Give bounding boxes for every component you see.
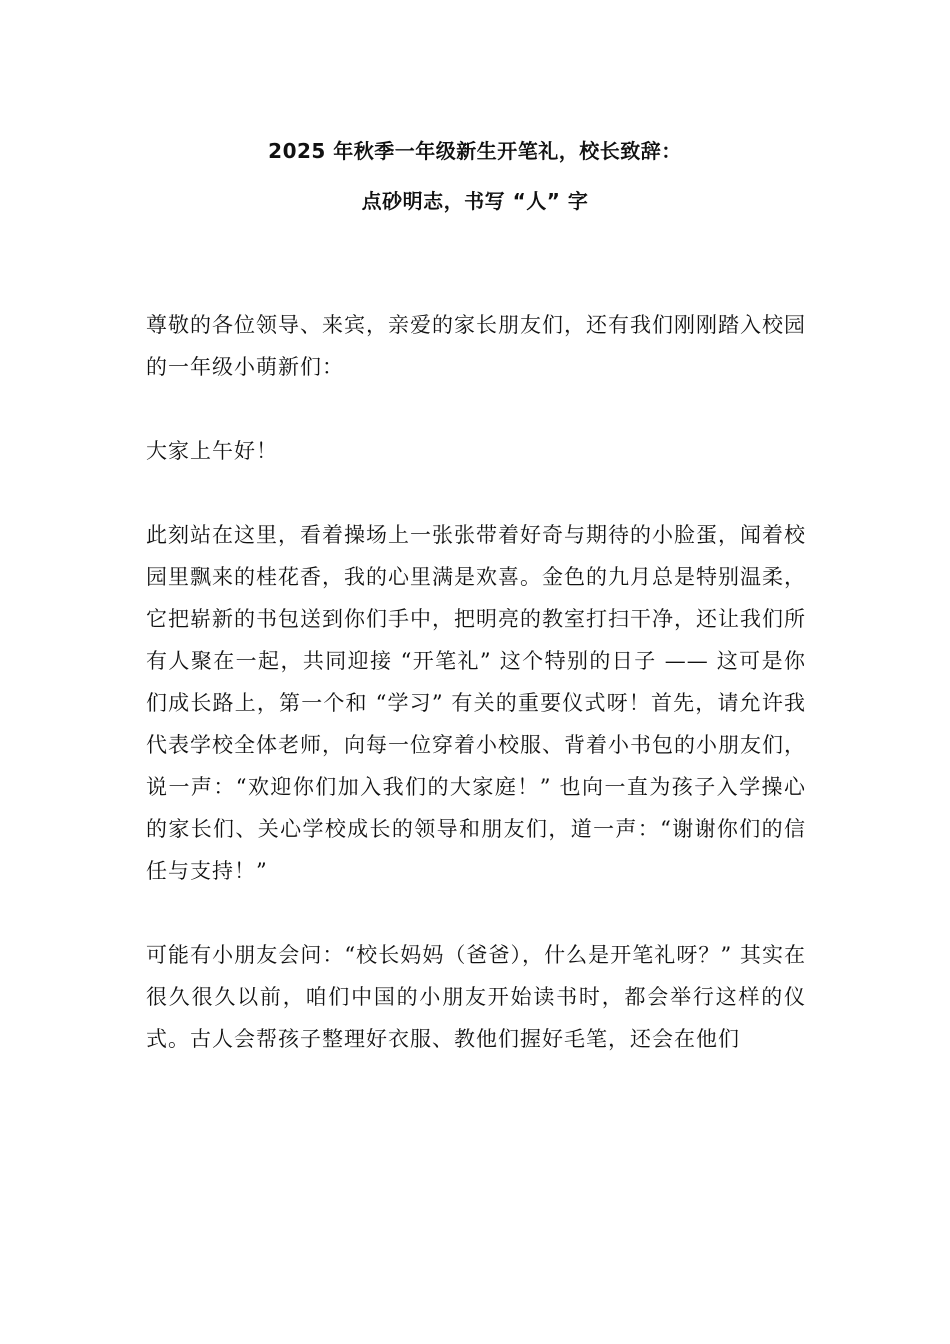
paragraph-greeting: 尊敬的各位领导、来宾，亲爱的家长朋友们，还有我们刚刚踏入校园的一年级小萌新们： [146,313,806,379]
document-subtitle: 点砂明志，书写 “人” 字 [361,189,589,213]
document-title: 2025 年秋季一年级新生开笔礼，校长致辞： [268,139,682,163]
paragraph-explanation: 可能有小朋友会问：“校长妈妈（爸爸），什么是开笔礼呀？” 其实在很久很久以前，咱们中国的小朋友开始读书时，都会举行这样的仪式。古人会帮孩子整理好衣服、教他们握好毛笔，还会在他们 [146,943,806,1051]
paragraph-hello: 大家上午好！ [146,439,278,463]
document-body [146,304,806,1102]
paragraph-welcome: 此刻站在这里，看着操场上一张张带着好奇与期待的小脸蛋，闻着校园里飘来的桂花香，我的心里满是欢喜。金色的九月总是特别温柔，它把崭新的书包送到你们手中，把明亮的教室打扫干净，还让我们所有人聚在一起，共同迎接 “开笔礼” 这个特别的日子 —— 这可是你们成长路上，第一个和 “学习” 有关的重要仪式呀！首先，请允许我代表学校全体老师，向每一位穿着小校服、背着小书包的小朋友们，说一声：“欢迎你们加入我们的大家庭！” 也向一直为孩子入学操心的家长们、关心学校成长的领导和朋友们，道一声：“谢谢你们的信任与支持！” [146,523,806,883]
